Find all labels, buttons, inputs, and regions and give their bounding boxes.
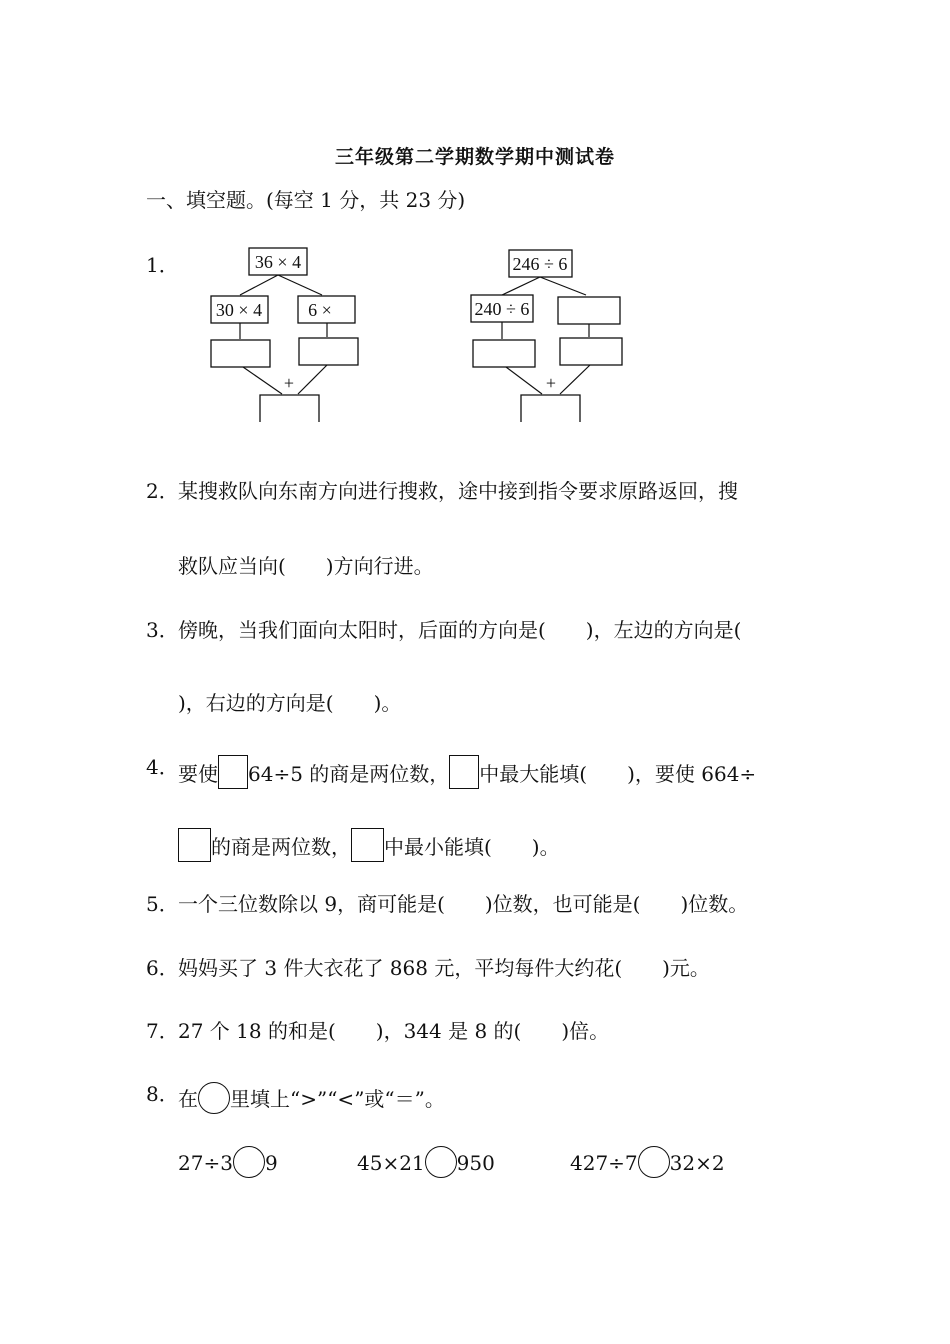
right-b-answer-box[interactable]	[560, 338, 622, 365]
q4-line1	[178, 755, 756, 789]
q1-number: 1．	[146, 253, 179, 277]
right-sum-box[interactable]	[521, 395, 580, 422]
left-top-label: 36 × 4	[254, 252, 302, 272]
q8-compare-circle-2[interactable]	[425, 1146, 457, 1178]
q7-number: 7．	[146, 1019, 179, 1043]
q3-line1: 傍晚，当我们面向太阳时，后面的方向是( )，左边的方向是(	[178, 618, 742, 642]
q8-item-3-right: 32×2	[669, 1151, 725, 1175]
q4-text-a: 要使	[178, 762, 218, 786]
q4-blank-box-1[interactable]	[218, 755, 248, 789]
q6-text: 妈妈买了 3 件大衣花了 868 元，平均每件大约花( )元。	[178, 956, 710, 980]
q8-compare-circle-1[interactable]	[233, 1146, 265, 1178]
q4-blank-box-2[interactable]	[449, 755, 479, 789]
q1-diagrams	[0, 0, 950, 440]
q8-item-2	[357, 1146, 495, 1178]
q1-left-diagram	[211, 248, 358, 422]
q5-text: 一个三位数除以 9，商可能是( )位数，也可能是( )位数。	[178, 892, 749, 916]
q4-number: 4．	[146, 755, 179, 779]
q6-number: 6．	[146, 956, 179, 980]
q4-text-c: 中最大能填( )，要使 664÷	[479, 762, 757, 786]
right-top-label: 246 ÷ 6	[512, 254, 568, 274]
left-b-answer-box[interactable]	[299, 338, 358, 365]
q2-number: 2．	[146, 479, 179, 503]
q8-item-1-left: 27÷3	[178, 1151, 233, 1175]
q8-item-3-left: 427÷7	[570, 1151, 638, 1175]
q5-number: 5．	[146, 892, 179, 916]
section-heading: 一、填空题。(每空 1 分，共 23 分)	[146, 188, 466, 212]
q4-text-e: 中最小能填( )。	[384, 835, 560, 859]
q3-number: 3．	[146, 618, 179, 642]
q8-number: 8．	[146, 1082, 179, 1106]
q1-right-diagram	[471, 250, 622, 422]
q8-text-a: 在	[178, 1087, 198, 1111]
left-b-label: 6 ×	[308, 300, 332, 320]
q2-line1: 某搜救队向东南方向进行搜救，途中接到指令要求原路返回，搜	[178, 479, 738, 503]
right-a-label: 240 ÷ 6	[474, 299, 530, 319]
left-a-answer-box[interactable]	[211, 340, 270, 367]
right-plus-sign: +	[545, 373, 557, 393]
q8-item-1	[178, 1146, 278, 1178]
q4-text-b: 64÷5 的商是两位数，	[248, 762, 450, 786]
q8-item-2-right: 950	[456, 1151, 495, 1175]
q3-line2: )，右边的方向是( )。	[178, 691, 402, 715]
q4-blank-box-4[interactable]	[351, 828, 384, 862]
q8-compare-circle-3[interactable]	[638, 1146, 670, 1178]
left-sum-box[interactable]	[260, 395, 319, 422]
q4-blank-box-3[interactable]	[178, 828, 211, 862]
q7-text: 27 个 18 的和是( )，344 是 8 的( )倍。	[178, 1019, 610, 1043]
q8-item-3	[570, 1146, 725, 1178]
q2-line2: 救队应当向( )方向行进。	[178, 554, 434, 578]
q8-item-2-left: 45×21	[357, 1151, 425, 1175]
right-b-box[interactable]	[558, 297, 620, 324]
left-plus-sign: +	[283, 373, 295, 393]
left-a-label: 30 × 4	[215, 300, 263, 320]
q8-sample-circle	[198, 1082, 230, 1114]
q4-line2	[178, 828, 560, 862]
right-a-answer-box[interactable]	[473, 340, 535, 367]
q8-text-b: 里填上“>”“<”或“＝”。	[230, 1087, 445, 1111]
q8-instruction	[178, 1082, 445, 1114]
q8-item-1-right: 9	[264, 1151, 278, 1175]
page-title: 三年级第二学期数学期中测试卷	[334, 146, 615, 168]
q4-text-d: 的商是两位数，	[211, 835, 351, 859]
